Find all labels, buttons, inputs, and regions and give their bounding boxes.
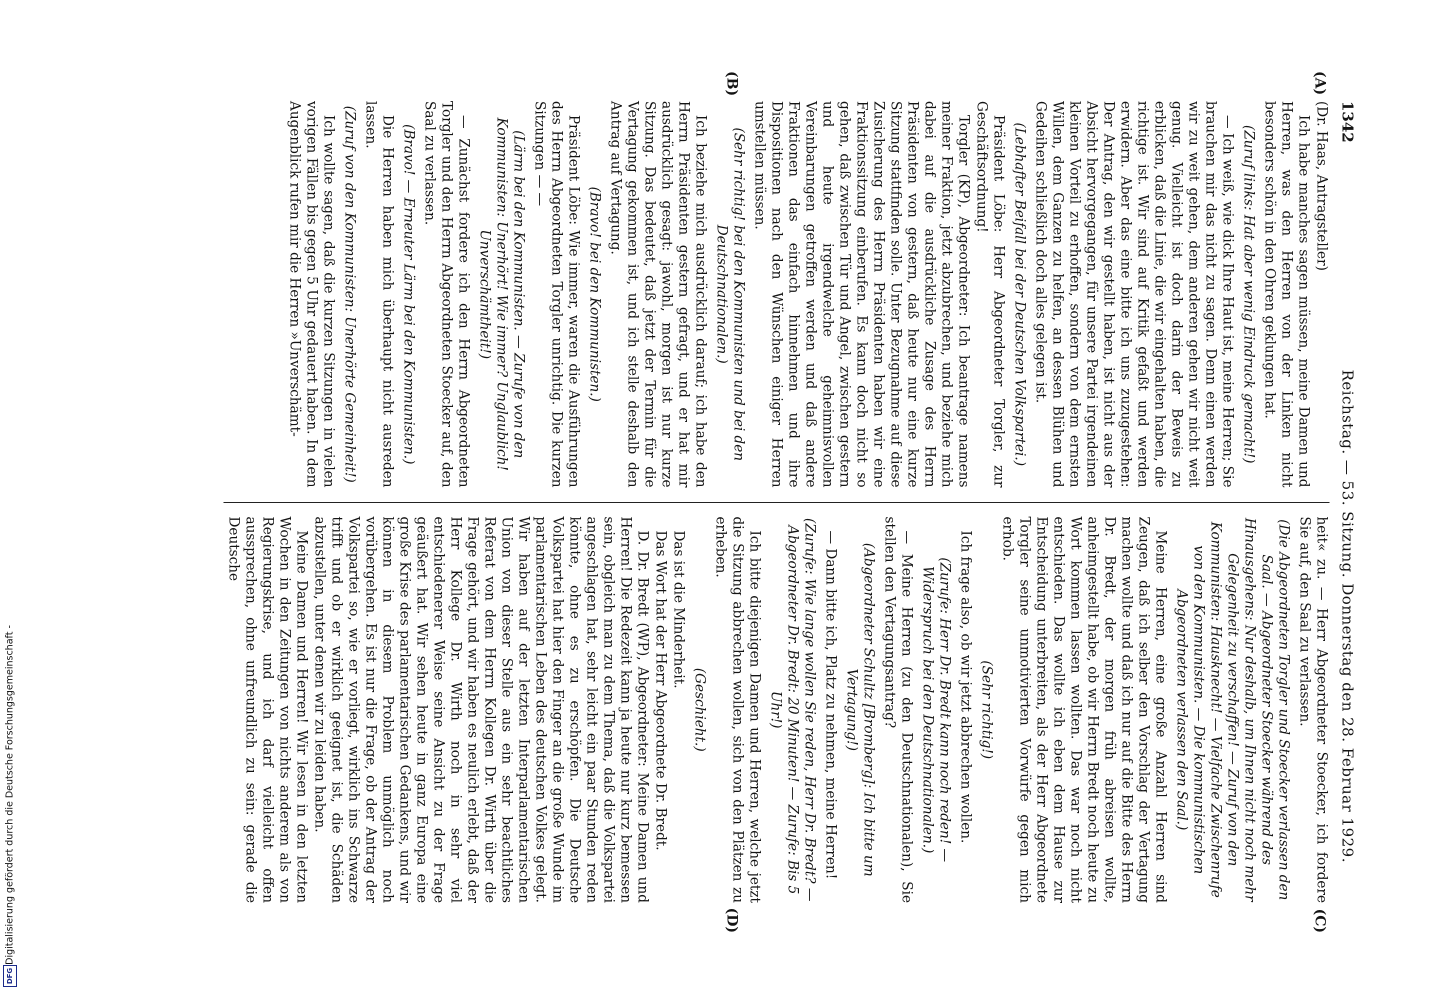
paragraph: D. Dr. Bredt (WP), Abgeordneter: Meine Damen und Herren! Die Redezeit kann ja heute nur kurz bemessen sein, obgleich man zu dem Thema, daß die Volkspartei angeschlagen hat, sehr leicht ein paar Stunden reden könnte, ohne es zu erschöpfen. Die Deutsche Volkspartei hat hier den Finger an die große Wunde im parlamentarischen Leben des deutschen Volkes gelegt. Wir haben auf der letzten Interparlamentarischen Union von dieser Stelle aus ein sehr beachtliches Referat von dem Herrn Kollegen Dr. Wirth über die Frage gehört, und wir haben es neulich erlebt, daß der Herr Kollege Dr. Wirth noch in sehr viel entschiedenerer Weise seine Ansicht zu der Frage geäußert hat. Wir sehen heute in ganz Europa eine große Krise des parlamentarischen Gedankens, und wir können in diesem Problem unmöglich noch vorübergehen. Es ist nur die Frage, ob der Antrag der Volkspartei so, wie er vorliegt, wirklich ins Schwarze trifft und ob er wirklich geeignet ist, die Schäden abzustellen, unter denen wir zu leiden haben. bbox=[311, 516, 651, 903]
paragraph: — Zunächst fordere ich den Herrn Abgeordneten Torgler und den Herrn Abgeordneten Stoecker auf, den Saal zu verlassen. bbox=[421, 101, 472, 488]
paragraph: — Ich weiß, wie dick Ihre Haut ist, meine Herren; Sie brauchen mir das nicht zu sagen. Denn einen werden wir zu weit gehen, dem anderen gehen wir nicht weit genug. Vielleicht ist doch darin der Beweis zu erblicken, daß die Linie, die wir eingehalten haben, die richtige ist. Wir sind auf Kritik gefaßt und werden erwidern. Aber das eine bitte ich uns zuzugestehen: Der Antrag, den wir gestellt haben, ist nicht aus der Absicht hervorgegangen, für unsere Partei irgendeinen kleinen Vorteil zu erhoffen, sondern von dem ernsten Willen, dem Ganzen zu helfen, an dessen Blühen und Gedeihen schließlich doch alles gelegen ist. bbox=[1032, 101, 1236, 488]
column-divider bbox=[224, 502, 1330, 503]
paragraph: (Zuruf von den Kommunisten: Unerhörte Gemeinheit!) bbox=[341, 105, 358, 483]
paragraph: Präsident Löbe: Wie immer, waren die Ausführungen des Herrn Abgeordneten Torgler unrichtig. Die kurzen Sitzungen — — bbox=[531, 101, 582, 488]
paragraph: (Abgeordneter Schultz [Bromberg]: Ich bitte um Vertagung!) bbox=[843, 542, 877, 877]
page-header bbox=[1336, 101, 1356, 903]
dfg-logo-text: DFG bbox=[6, 967, 14, 985]
paragraph: Präsident Löbe: Herr Abgeordneter Torgler, zur Geschäftsordnung! bbox=[973, 101, 1007, 488]
paragraph: — Dann bitte ich, Platz zu nehmen, meine Herren! bbox=[822, 530, 839, 880]
margin-marker-d: (D) bbox=[723, 907, 740, 933]
paragraph: (Bravo! bei den Kommunisten.) bbox=[586, 186, 603, 402]
paragraph: Meine Damen und Herren! Wir lesen in den letzten Wochen in den Zeitungen von nichts anderem als von Regierungskrise, und ich darf vielleicht offen aussprechen, ohne unfreundlich zu sein: gerade die Deutsche bbox=[225, 516, 310, 903]
paragraph: Torgler (KP), Abgeordneter: Ich beantrage namens meiner Fraktion, jetzt abzubrechen, und beziehe mich dabei auf die ausdrückliche Zusage des Herrn Präsidenten von gestern, daß heute nur eine kurze Sitzung stattfinden solle. Unter Bezugnahme auf diese Zusicherung des Herrn Präsidenten haben wir eine Fraktionssitzung einberufen. Es kann doch nicht so gehen, daß zwischen Tür und Angel, zwischen gestern und heute irgendwelche geheimnisvollen Vereinbarungen getroffen werden und daß andere Fraktionen das einfach hinnehmen und ihre Dispositionen nach den Wünschen einiger Herren umstellen müssen. bbox=[751, 101, 972, 488]
paragraph: heit« zu. — Herr Abgeordneter Stoecker, ich fordere Sie auf, den Saal zu verlassen. bbox=[1296, 516, 1330, 903]
paragraph: Die Herren haben mich überhaupt nicht ausreden lassen. bbox=[362, 101, 396, 488]
paragraph: — Meine Herren (zu den Deutschnationalen), Sie stellen den Vertagungsantrag? bbox=[881, 516, 915, 903]
paragraph: Das Wort hat der Herr Abgeordnete Dr. Bredt. bbox=[652, 530, 669, 851]
paragraph: (Geschieht.) bbox=[691, 667, 708, 752]
paragraph: Ich bitte diejenigen Damen und Herren, welche jetzt die Sitzung abbrechen wollen, sich von den Plätzen zu erheben. bbox=[712, 516, 763, 903]
footer-credit: Digitalisierung gefördert durch die Deutsche Forschungsgemeinschaft - bbox=[4, 625, 16, 965]
paragraph: Ich habe manches sagen müssen, meine Damen und Herren, was den Herren von der Linken nicht besonders schön in den Ohren geklungen hat. bbox=[1261, 101, 1312, 488]
left-column bbox=[224, 101, 1330, 488]
digitization-footer bbox=[0, 0, 20, 1000]
right-column bbox=[224, 517, 1330, 904]
paragraph: (Lärm bei den Kommunisten. — Zurufe von den Kommunisten: Unerhört! Wie immer? Unglaublich! Unverschämtheit!) bbox=[476, 117, 527, 471]
paragraph: (Zurufe: Wie lange wollen Sie reden, Herr Dr. Bredt? — Abgeordneter Dr. Bredt: 20 Minuten! — Zurufe: Bis 5 Uhr!) bbox=[767, 518, 818, 902]
paragraph: (Zurufe: Herr Dr. Bredt kann noch reden! — Widerspruch bei den Deutschnationalen.) bbox=[919, 557, 953, 863]
paragraph: Meine Herren, eine große Anzahl Herren sind Zeugen, daß ich selber den Vorschlag der Vertagung machen wollte und daß ich nur auf die Bitte des Herrn Dr. Bredt, der morgen früh abreisen wollte, anheimgestellt habe, ob wir Herrn Bredt noch heute zu Wort kommen lassen wollten. Das war noch nicht entschieden. Das wollte ich eben dem Hause zur Entscheidung unterbreiten, als der Herr Abgeordnete Torgler seine unmotivierten Vorwürfe gegen mich erhob. bbox=[999, 516, 1169, 903]
paragraph: (Die Abgeordneten Torgler und Stoecker verlassen den Saal. — Abgeordneter Stoecker während des Hinausgehens: Nur deshalb, um Ihnen nicht noch mehr Gelegenheit zu verschaffen! — Zuruf von den Kommunisten: Hausknecht! — Vielfache Zwischenrufe von den Kommunisten. — Die kommunistischen Abgeordneten verlassen den Saal.) bbox=[1173, 517, 1292, 902]
paragraph: (Sehr richtig! bei den Kommunisten und bei den Deutschnationalen.) bbox=[713, 127, 747, 462]
paragraph: (Dr. Haas, Antragsteller) bbox=[1313, 101, 1330, 271]
scanned-page-area bbox=[140, 71, 1370, 933]
paragraph: (Bravo! — Erneuter Lärm bei den Kommunisten.) bbox=[400, 124, 417, 465]
running-head: Reichstag. — 53. Sitzung. Donnerstag den 28. Februar 1929. bbox=[1338, 369, 1357, 863]
dfg-logo bbox=[3, 965, 17, 987]
document-page bbox=[153, 71, 1358, 933]
text-columns bbox=[224, 71, 1330, 933]
paragraph: (Zuruf links: Hat aber wenig Eindruck gemacht!) bbox=[1240, 125, 1257, 464]
paragraph: (Lebhafter Beifall bei der Deutschen Volkspartei.) bbox=[1011, 122, 1028, 467]
paragraph: (Sehr richtig!) bbox=[978, 660, 995, 760]
paragraph: Das ist die Minderheit. bbox=[670, 530, 687, 689]
margin-marker-a: (A) bbox=[1311, 71, 1328, 96]
margin-marker-b: (B) bbox=[723, 71, 740, 97]
paragraph: Ich wollte sagen, daß die kurzen Sitzungen in vielen vorigen Fällen bis gegen 5 Uhr gedauert haben. In dem Augenblick rufen mir die Herren »Unverschämt- bbox=[286, 101, 337, 488]
paragraph: Ich beziehe mich ausdrücklich darauf; ich habe den Herrn Präsidenten gestern gefragt, und er hat mir ausdrücklich gesagt: jawohl, morgen ist nur kurze Sitzung. Das bedeutet, daß jetzt der Termin für die Vertagung gekommen ist, und ich stelle deshalb den Antrag auf Vertagung. bbox=[607, 101, 709, 488]
page-number: 1342 bbox=[1338, 101, 1357, 143]
margin-marker-c: (C) bbox=[1311, 908, 1328, 933]
paragraph: Ich frage also, ob wir jetzt abbrechen wollen. bbox=[957, 530, 974, 844]
